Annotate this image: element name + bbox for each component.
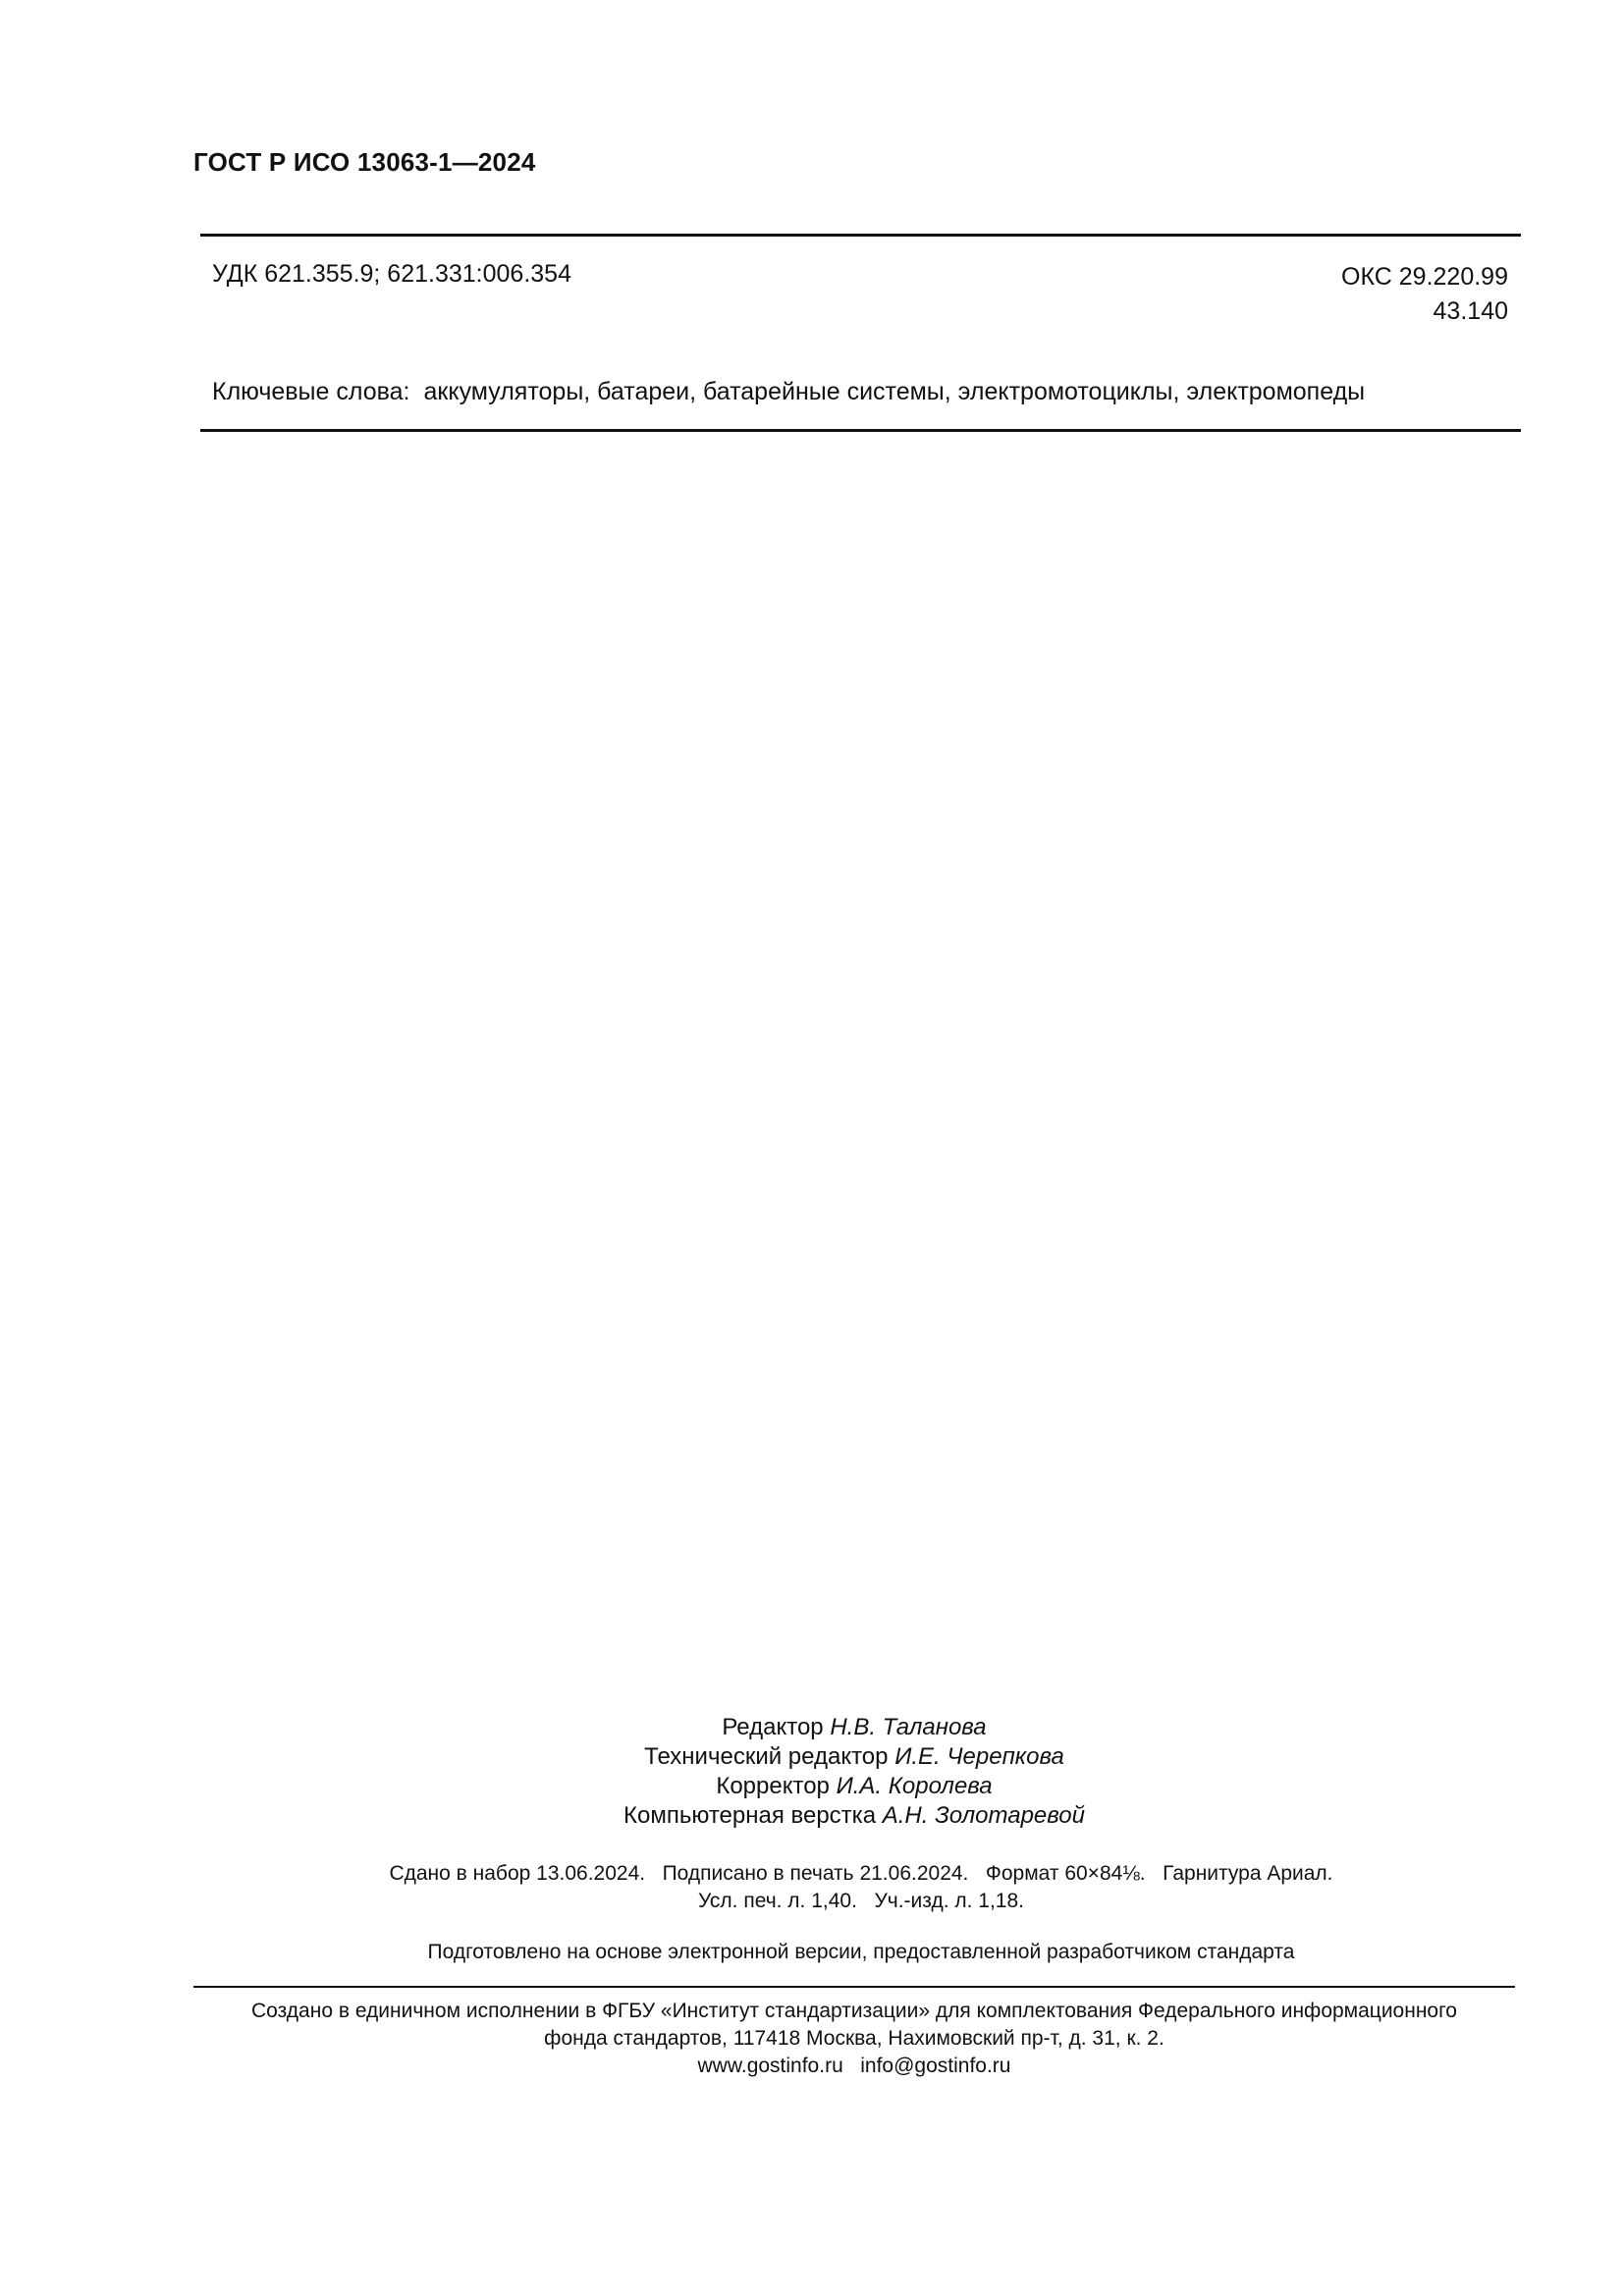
imprint-line-2: фонда стандартов, 117418 Москва, Нахимовский пр-т, д. 31, к. 2. [544,2027,1164,2050]
keywords-divider [200,429,1521,432]
keywords-value: аккумуляторы, батареи, батарейные системы, электромотоциклы, электромопеды [423,378,1366,405]
editorial-credits [491,1713,1218,1831]
udk-code: УДК 621.355.9; 621.331:006.354 [212,260,571,288]
credit-role: Технический редактор [644,1743,889,1770]
keywords-label: Ключевые слова: [212,378,410,405]
imprint-divider [193,1986,1515,1988]
credit-layout [491,1801,1218,1831]
credit-person: И.Е. Черепкова [894,1743,1064,1770]
credit-person: Н.В. Таланова [830,1714,987,1740]
prepared-note: Подготовлено на основе электронной версии, предоставленной разработчиком стандарта [427,1941,1295,1963]
keywords-line [212,378,1365,406]
oks-codes [1341,260,1508,329]
publication-dates-format: Сдано в набор 13.06.2024. Подписано в печать 21.06.2024. Формат 60×84⅛. Гарнитура Ариал. [389,1862,1333,1885]
publication-sheets: Усл. печ. л. 1,40. Уч.-изд. л. 1,18. [697,1890,1024,1912]
credit-role: Корректор [716,1773,830,1799]
credit-technical-editor [491,1742,1218,1772]
oks-code-primary: ОКС 29.220.99 [1341,263,1508,291]
top-divider [200,234,1521,237]
credit-editor [491,1713,1218,1742]
credit-person: А.Н. Золотаревой [882,1802,1085,1829]
publication-info [265,1860,1457,1915]
credit-role: Компьютерная верстка [623,1802,877,1829]
standard-code: ГОСТ Р ИСО 13063-1—2024 [193,147,536,177]
credit-proofreader [491,1772,1218,1801]
credit-person: И.А. Королева [836,1773,993,1799]
publisher-imprint [196,1998,1512,2080]
oks-code-secondary: 43.140 [1433,297,1508,325]
imprint-contacts: www.gostinfo.ru info@gostinfo.ru [697,2055,1011,2077]
imprint-line-1: Создано в единичном исполнении в ФГБУ «Институт стандартизации» для комплектования Федерального информационного [251,2000,1457,2022]
credit-role: Редактор [722,1714,824,1740]
